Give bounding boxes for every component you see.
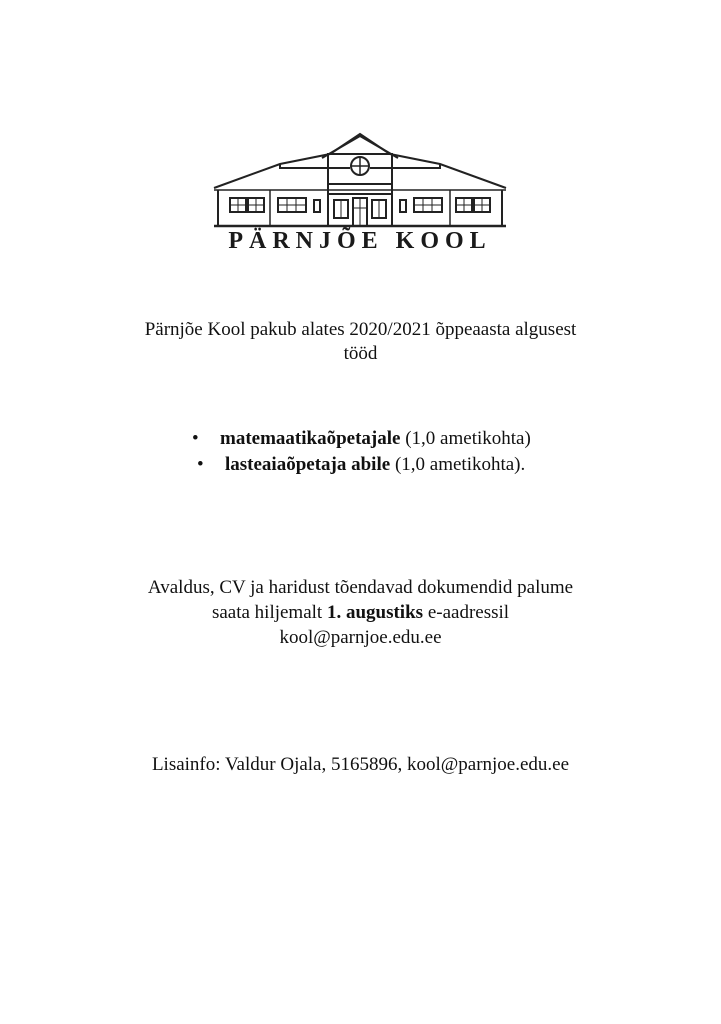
- logo-wordmark: PÄRNJÕE KOOL: [228, 228, 492, 254]
- contact-line: [80, 600, 641, 625]
- contact-text: e-aadressil: [423, 602, 510, 623]
- contact-text: saata hiljemalt: [211, 602, 327, 623]
- intro-line: Pärnjõe Kool pakub alates 2020/2021 õppeaasta algusest: [144, 319, 577, 340]
- intro-line: tööd: [343, 343, 378, 364]
- position-title: matemaatikaõpetajale: [220, 428, 401, 449]
- position-title: lasteaiaõpetaja abile: [225, 454, 391, 475]
- contact-email: kool@parnjoe.edu.ee: [279, 627, 442, 648]
- list-item: [192, 426, 531, 451]
- school-logo: [210, 128, 510, 258]
- contact-line: Avaldus, CV ja haridust tõendavad dokumendid palume: [147, 577, 574, 598]
- deadline: 1. augustiks: [326, 602, 424, 623]
- list-item: [197, 452, 525, 477]
- intro-paragraph: [100, 318, 621, 366]
- bullet-icon: •: [192, 428, 199, 449]
- position-detail: (1,0 ametikohta).: [390, 454, 526, 475]
- bullet-icon: •: [197, 454, 204, 475]
- more-info: Lisainfo: Valdur Ojala, 5165896, kool@parnjoe.edu.ee: [151, 754, 570, 775]
- school-building-icon: [210, 128, 510, 228]
- position-detail: (1,0 ametikohta): [400, 428, 531, 449]
- application-instructions: [80, 575, 641, 650]
